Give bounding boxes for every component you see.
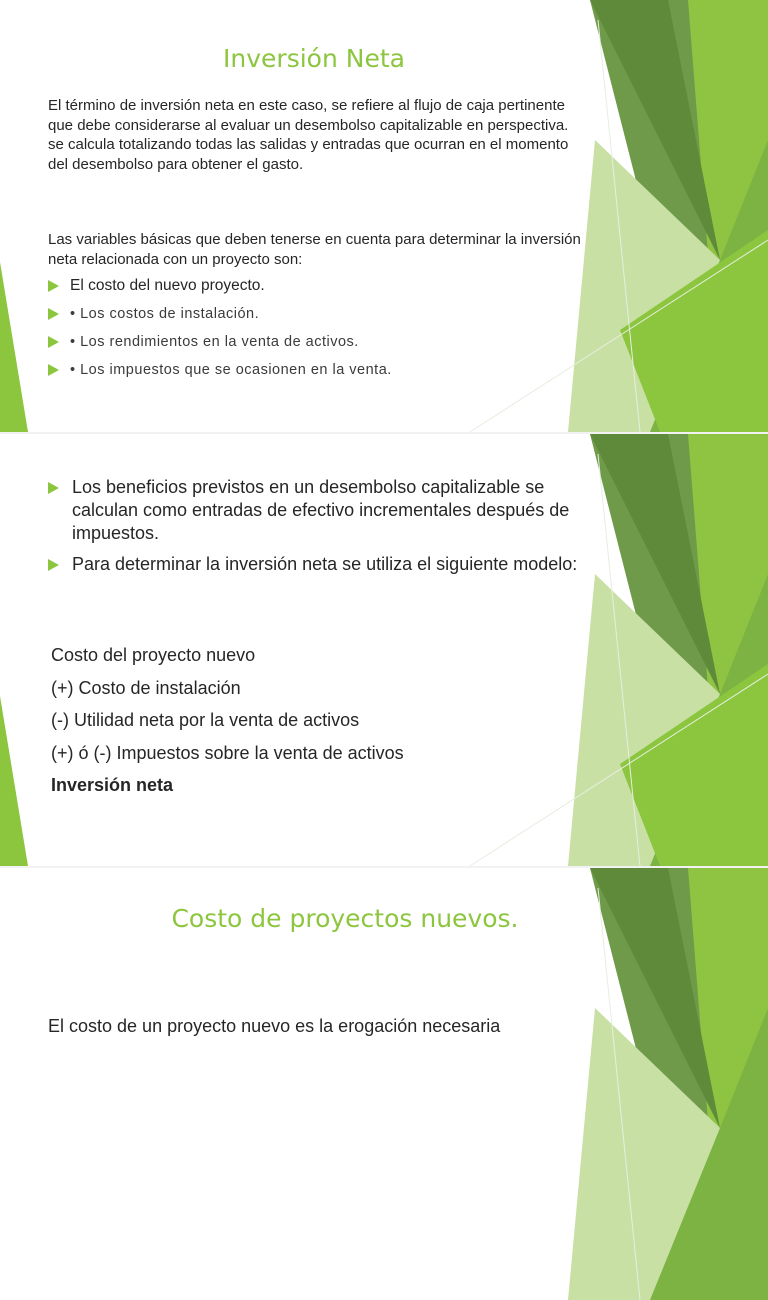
list-item <box>48 304 588 332</box>
list-item <box>48 553 588 576</box>
bullet-arrow-icon <box>48 308 59 320</box>
bullet-arrow-icon <box>48 559 59 571</box>
model-total: Inversión neta <box>51 775 174 795</box>
benefits-list <box>48 476 588 584</box>
slide-2 <box>0 434 768 866</box>
variables-list <box>48 276 588 388</box>
model-line: (+) Costo de instalación <box>51 677 241 698</box>
list-item-text: El costo del nuevo proyecto. <box>70 277 265 294</box>
intro-paragraph: El término de inversión neta en este caso, se refiere al flujo de caja pertinente que debe considerarse al evaluar un desembolso capitalizable en perspectiva. se calcula totalizando todas las salidas y entradas que ocurran en el momento del desembolso para obtener el gasto. <box>48 97 569 173</box>
slide-title: Costo de proyectos nuevos. <box>171 904 519 933</box>
model-line: Costo del proyecto nuevo <box>51 645 256 665</box>
net-investment-model <box>51 643 404 806</box>
list-item-text: • Los costos de instalación. <box>70 306 260 322</box>
bullet-arrow-icon <box>48 364 59 376</box>
bullet-arrow-icon <box>48 280 59 292</box>
list-item <box>48 276 588 304</box>
slide-3 <box>0 868 768 1036</box>
cost-paragraph: El costo de un proyecto nuevo es la erogación necesaria <box>48 1016 501 1036</box>
model-line: (-) Utilidad neta por la venta de activos <box>51 710 360 730</box>
slide-title: Inversión Neta <box>223 44 405 73</box>
model-line: (+) ó (-) Impuestos sobre la venta de activos <box>51 742 404 763</box>
list-item-text: Los beneficios previstos en un desembolso capitalizable se calculan como entradas de efectivo incrementales después de impuestos. <box>72 477 570 543</box>
list-item <box>48 360 588 388</box>
list-item <box>48 332 588 360</box>
slide-1 <box>0 0 768 432</box>
list-item-text: Para determinar la inversión neta se utiliza el siguiente modelo: <box>72 554 578 574</box>
list-item-text: • Los rendimientos en la venta de activos. <box>70 334 359 350</box>
bullet-arrow-icon <box>48 482 59 494</box>
list-item-text: • Los impuestos que se ocasionen en la venta. <box>70 362 392 378</box>
list-item <box>48 476 588 545</box>
bullet-arrow-icon <box>48 336 59 348</box>
variables-paragraph: Las variables básicas que deben tenerse en cuenta para determinar la inversión neta relacionada con un proyecto son: <box>48 231 581 268</box>
